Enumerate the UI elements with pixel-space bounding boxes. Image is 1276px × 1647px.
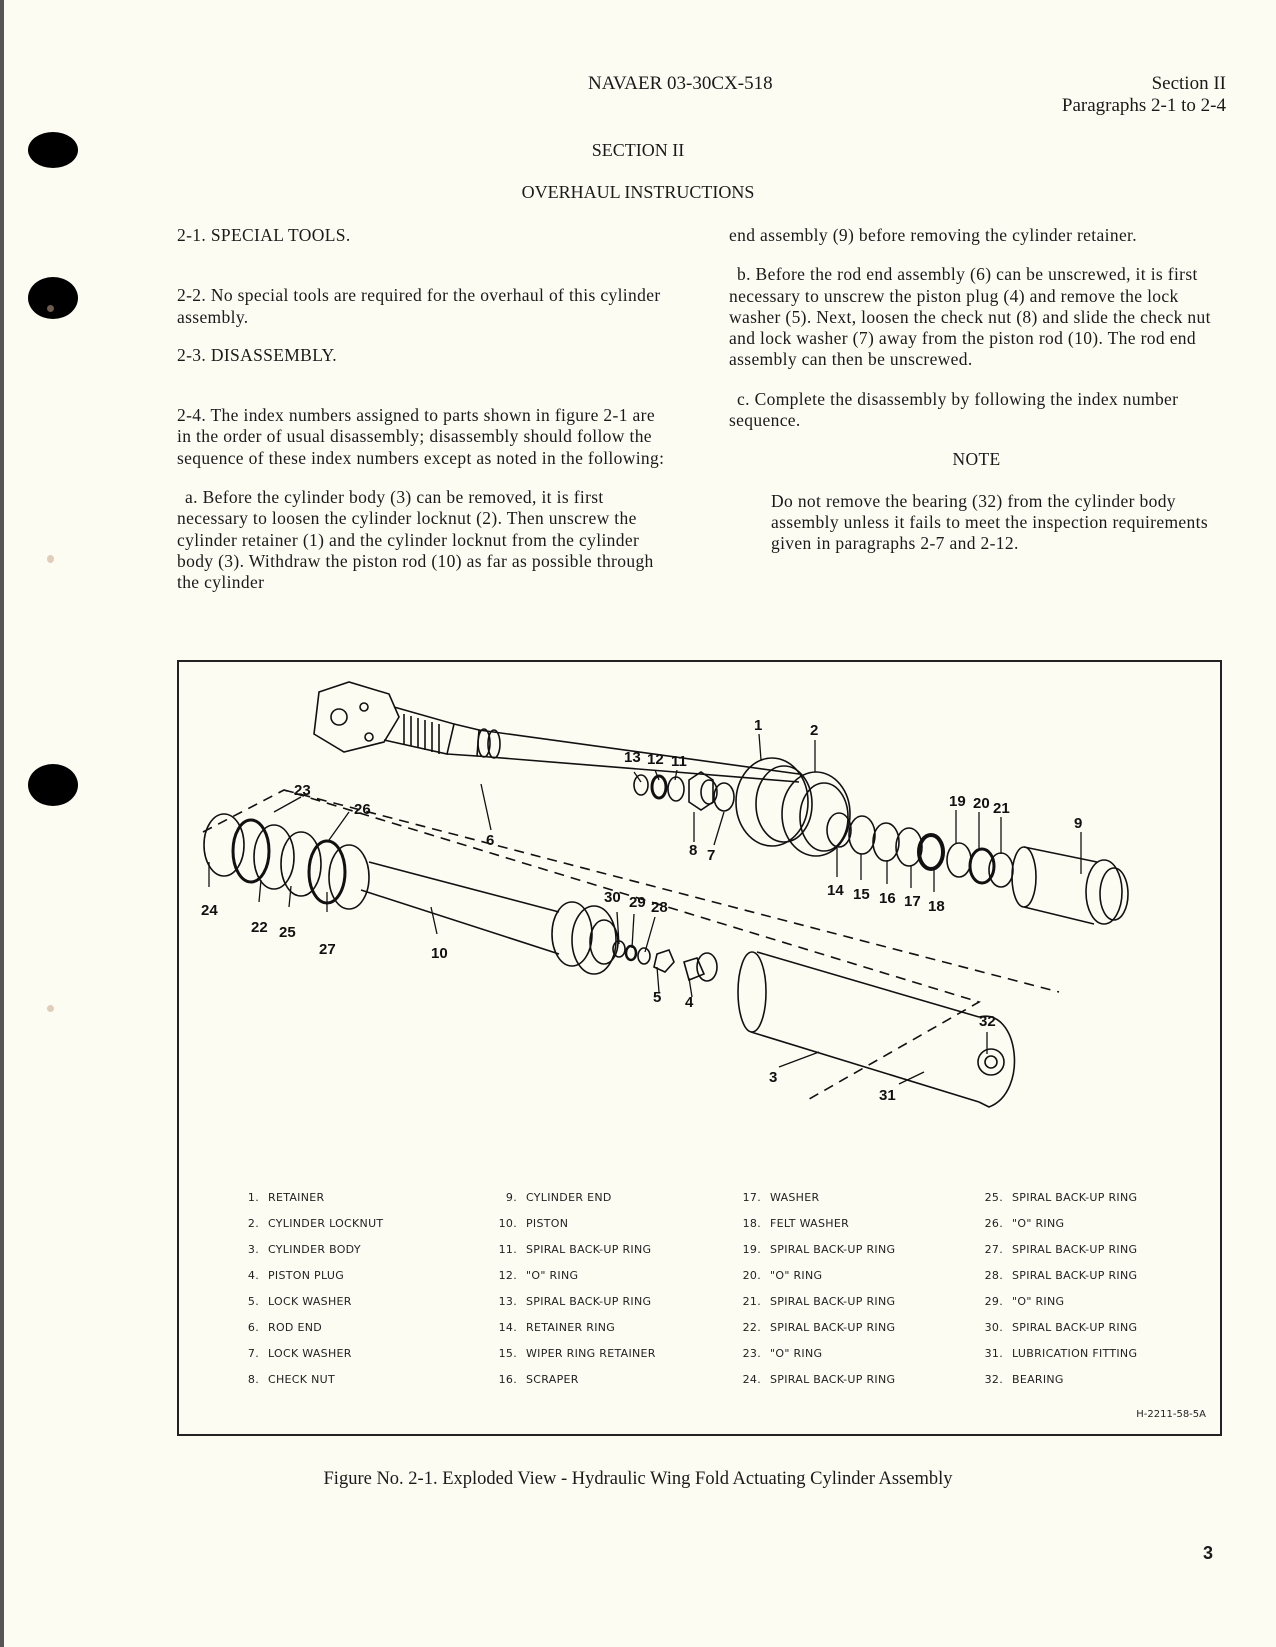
page-edge xyxy=(0,0,4,1647)
legend-item-name: CHECK NUT xyxy=(268,1373,335,1386)
para-2-2: 2-2. No special tools are required for the overhaul of this cylinder assembly. xyxy=(177,285,661,327)
legend-item xyxy=(493,1373,579,1386)
legend-item-number: 32. xyxy=(984,1373,1003,1386)
legend-item xyxy=(235,1217,383,1230)
legend-item xyxy=(979,1321,1137,1334)
legend-item-name: SPIRAL BACK-UP RING xyxy=(770,1295,896,1308)
legend-item-name: "O" RING xyxy=(1012,1217,1065,1230)
binder-hole-3 xyxy=(28,764,78,806)
legend-item-number: 26. xyxy=(984,1217,1003,1230)
legend-item-name: ROD END xyxy=(268,1321,323,1334)
legend-item-name: CYLINDER END xyxy=(526,1191,612,1204)
para-2-3: 2-3. DISASSEMBLY. xyxy=(177,344,337,365)
para-2-4-a: a. Before the cylinder body (3) can be removed, it is first necessary to loosen the cylinder locknut (2). Then unscrew the cylinder retainer (1) and the cylinder locknut from the cylinder body (3). Withdraw the piston rod (10) as far as possible through the cylinder xyxy=(177,487,654,593)
legend-item xyxy=(737,1347,822,1360)
callout-22: 22 xyxy=(251,919,268,936)
legend-item-name: SPIRAL BACK-UP RING xyxy=(1012,1321,1138,1334)
legend-item-name: SPIRAL BACK-UP RING xyxy=(1012,1191,1138,1204)
legend-item-number: 30. xyxy=(984,1321,1003,1334)
callout-9: 9 xyxy=(1074,815,1083,832)
section-subtitle: OVERHAUL INSTRUCTIONS xyxy=(521,182,755,202)
callout-13: 13 xyxy=(624,749,641,766)
legend-item-name: SCRAPER xyxy=(526,1373,579,1386)
legend-item-number: 10. xyxy=(498,1217,517,1230)
legend-item-number: 22. xyxy=(742,1321,761,1334)
legend-item xyxy=(979,1347,1137,1360)
legend-item xyxy=(979,1217,1064,1230)
legend-item-number: 31. xyxy=(984,1347,1003,1360)
legend-item xyxy=(737,1269,822,1282)
ring-16 xyxy=(873,823,899,861)
legend-item-number: 4. xyxy=(247,1269,259,1282)
piston-10 xyxy=(361,862,618,974)
callout-29: 29 xyxy=(629,894,646,911)
ring-25 xyxy=(281,832,321,896)
legend-item xyxy=(493,1295,651,1308)
ring-24 xyxy=(204,814,244,876)
legend-item xyxy=(493,1191,612,1204)
callout-31: 31 xyxy=(879,1087,896,1104)
piston-plug-4 xyxy=(684,958,704,980)
legend-item-number: 21. xyxy=(742,1295,761,1308)
legend-item xyxy=(979,1269,1137,1282)
legend-item-number: 2. xyxy=(247,1217,259,1230)
callout-8: 8 xyxy=(689,842,698,859)
legend-item-number: 14. xyxy=(498,1321,517,1334)
para-2-4-b: b. Before the rod end assembly (6) can be unscrewed, it is first necessary to unscrew the piston plug (4) and remove the lock washer (5). Next, loosen the check nut (8) and slide the check nut and lock washer (7) away from the piston rod (10). The rod end assembly can then be unscrewed. xyxy=(729,264,1211,370)
page-number: 3 xyxy=(1203,1543,1214,1563)
legend-item xyxy=(235,1243,361,1256)
legend-item-number: 3. xyxy=(247,1243,259,1256)
legend-item-name: SPIRAL BACK-UP RING xyxy=(770,1373,896,1386)
legend-item xyxy=(737,1321,895,1334)
callout-10: 10 xyxy=(431,945,448,962)
legend-item xyxy=(493,1243,651,1256)
left-column xyxy=(177,225,670,594)
legend-item-name: LUBRICATION FITTING xyxy=(1012,1347,1138,1360)
callout-14: 14 xyxy=(827,882,844,899)
callout-19: 19 xyxy=(949,793,966,810)
callout-21: 21 xyxy=(993,800,1010,817)
callout-6: 6 xyxy=(486,832,495,849)
callout-28: 28 xyxy=(651,899,668,916)
callout-27: 27 xyxy=(319,941,336,958)
oring-29 xyxy=(626,946,636,960)
legend-item xyxy=(493,1347,656,1360)
ring-19 xyxy=(947,843,971,877)
doc-number: NAVAER 03-30CX-518 xyxy=(588,73,773,94)
legend-item-number: 28. xyxy=(984,1269,1003,1282)
legend-item xyxy=(737,1243,895,1256)
legend-item-name: WIPER RING RETAINER xyxy=(526,1347,656,1360)
paper-stain xyxy=(47,1005,54,1012)
legend-item xyxy=(737,1217,849,1230)
callout-1: 1 xyxy=(754,717,763,734)
legend-item-number: 15. xyxy=(498,1347,517,1360)
callout-12: 12 xyxy=(647,751,664,768)
legend-item xyxy=(235,1269,344,1282)
dashed-guide-line xyxy=(284,790,1059,992)
callout-30: 30 xyxy=(604,889,621,906)
callout-25: 25 xyxy=(279,924,296,941)
callout-23: 23 xyxy=(294,782,311,799)
callout-3: 3 xyxy=(769,1069,778,1086)
cylinder-body-3 xyxy=(738,952,1014,1107)
legend-item-number: 24. xyxy=(742,1373,761,1386)
legend-item-name: "O" RING xyxy=(770,1269,823,1282)
legend-item-number: 18. xyxy=(742,1217,761,1230)
legend-item-name: "O" RING xyxy=(770,1347,823,1360)
legend-item-number: 19. xyxy=(742,1243,761,1256)
legend-item-number: 16. xyxy=(498,1373,517,1386)
para-2-4: 2-4. The index numbers assigned to parts shown in figure 2-1 are in the order of usual disassembly; disassembly should follow the sequence of these index numbers except as noted in the following: xyxy=(177,405,665,468)
legend-item-number: 5. xyxy=(247,1295,259,1308)
legend-item-number: 7. xyxy=(247,1347,259,1360)
section-label: Section II xyxy=(1151,73,1226,94)
callout-4: 4 xyxy=(685,994,694,1011)
callout-15: 15 xyxy=(853,886,870,903)
callout-18: 18 xyxy=(928,898,945,915)
paper-stain xyxy=(47,305,54,312)
legend-item xyxy=(235,1191,324,1204)
legend-item-name: PISTON xyxy=(526,1217,569,1230)
legend-item-name: SPIRAL BACK-UP RING xyxy=(770,1321,896,1334)
legend-item-number: 6. xyxy=(247,1321,259,1334)
legend-item-name: CYLINDER BODY xyxy=(268,1243,361,1256)
callout-26: 26 xyxy=(354,801,371,818)
legend-item xyxy=(979,1373,1064,1386)
ring-11 xyxy=(668,777,684,801)
note-title: NOTE xyxy=(952,449,1001,470)
header-right xyxy=(1062,73,1226,117)
ring-15 xyxy=(849,816,875,854)
legend-item-number: 29. xyxy=(984,1295,1003,1308)
legend-item xyxy=(979,1243,1137,1256)
callout-11: 11 xyxy=(671,753,687,770)
callout-32: 32 xyxy=(979,1013,996,1030)
legend-item-number: 11. xyxy=(498,1243,517,1256)
legend-item xyxy=(979,1295,1064,1308)
legend-item-name: RETAINER RING xyxy=(526,1321,616,1334)
ring-28 xyxy=(638,948,650,964)
right-column xyxy=(729,225,1224,555)
legend-item-name: BEARING xyxy=(1012,1373,1064,1386)
ring-22 xyxy=(254,825,294,889)
note-text: Do not remove the bearing (32) from the cylinder body assembly unless it fails to meet the inspection requirements given in paragraphs 2-7 and 2-12. xyxy=(771,490,1209,554)
legend-item-name: SPIRAL BACK-UP RING xyxy=(1012,1269,1138,1282)
binder-hole-2 xyxy=(28,277,78,319)
callout-20: 20 xyxy=(973,795,990,812)
legend-item-name: SPIRAL BACK-UP RING xyxy=(1012,1243,1138,1256)
exploded-view-diagram xyxy=(179,662,1220,1182)
legend-item xyxy=(235,1347,352,1360)
para-2-4-c: c. Complete the disassembly by following the index number sequence. xyxy=(729,388,1179,431)
cylinder-end-9 xyxy=(1012,847,1128,924)
paragraphs-label: Paragraphs 2-1 to 2-4 xyxy=(1061,95,1226,116)
figure-2-1 xyxy=(177,660,1222,1436)
legend-item-number: 8. xyxy=(247,1373,259,1386)
legend-item-name: SPIRAL BACK-UP RING xyxy=(526,1295,652,1308)
legend-item-name: PISTON PLUG xyxy=(268,1269,345,1282)
legend-item xyxy=(737,1295,895,1308)
figure-caption: Figure No. 2-1. Exploded View - Hydraulic Wing Fold Actuating Cylinder Assembly xyxy=(323,1469,953,1489)
legend-item xyxy=(493,1217,568,1230)
legend-item xyxy=(737,1373,895,1386)
legend-item xyxy=(493,1269,578,1282)
legend-item-number: 20. xyxy=(742,1269,761,1282)
ring-13 xyxy=(634,775,648,795)
section-title: SECTION II xyxy=(591,140,685,160)
legend-item xyxy=(235,1295,352,1308)
legend-item xyxy=(235,1373,335,1386)
legend-item-name: SPIRAL BACK-UP RING xyxy=(526,1243,652,1256)
callout-17: 17 xyxy=(904,893,921,910)
legend-item-name: WASHER xyxy=(770,1191,820,1204)
callout-7: 7 xyxy=(707,847,716,864)
legend-item-number: 25. xyxy=(984,1191,1003,1204)
rod-end-part xyxy=(314,682,799,782)
legend-item-name: "O" RING xyxy=(526,1269,579,1282)
legend-item-number: 12. xyxy=(498,1269,517,1282)
diagram-artwork xyxy=(203,682,1128,1107)
felt-washer-18 xyxy=(919,835,943,869)
legend-item-name: RETAINER xyxy=(268,1191,325,1204)
legend-item-number: 13. xyxy=(498,1295,517,1308)
figure-id: H-2211-58-5A xyxy=(1136,1409,1206,1420)
legend-item-name: CYLINDER LOCKNUT xyxy=(268,1217,384,1230)
legend-item-name: SPIRAL BACK-UP RING xyxy=(770,1243,896,1256)
legend-item-number: 23. xyxy=(742,1347,761,1360)
para-2-4-a-cont: end assembly (9) before removing the cylinder retainer. xyxy=(729,225,1137,245)
legend-item-name: FELT WASHER xyxy=(770,1217,850,1230)
callout-24: 24 xyxy=(201,902,218,919)
legend-item xyxy=(737,1191,819,1204)
paper-stain xyxy=(47,555,54,563)
legend-item-name: LOCK WASHER xyxy=(268,1347,352,1360)
para-2-1: 2-1. SPECIAL TOOLS. xyxy=(177,225,351,245)
legend-item-number: 9. xyxy=(505,1191,517,1204)
callout-16: 16 xyxy=(879,890,896,907)
legend-item-name: LOCK WASHER xyxy=(268,1295,352,1308)
legend-item-number: 1. xyxy=(247,1191,259,1204)
legend-item xyxy=(493,1321,615,1334)
ring-27 xyxy=(329,845,369,909)
legend-item xyxy=(979,1191,1137,1204)
legend-item-number: 27. xyxy=(984,1243,1003,1256)
legend-item xyxy=(235,1321,322,1334)
callout-5: 5 xyxy=(653,989,662,1006)
legend-item-name: "O" RING xyxy=(1012,1295,1065,1308)
legend-item-number: 17. xyxy=(742,1191,761,1204)
callout-2: 2 xyxy=(810,722,819,739)
